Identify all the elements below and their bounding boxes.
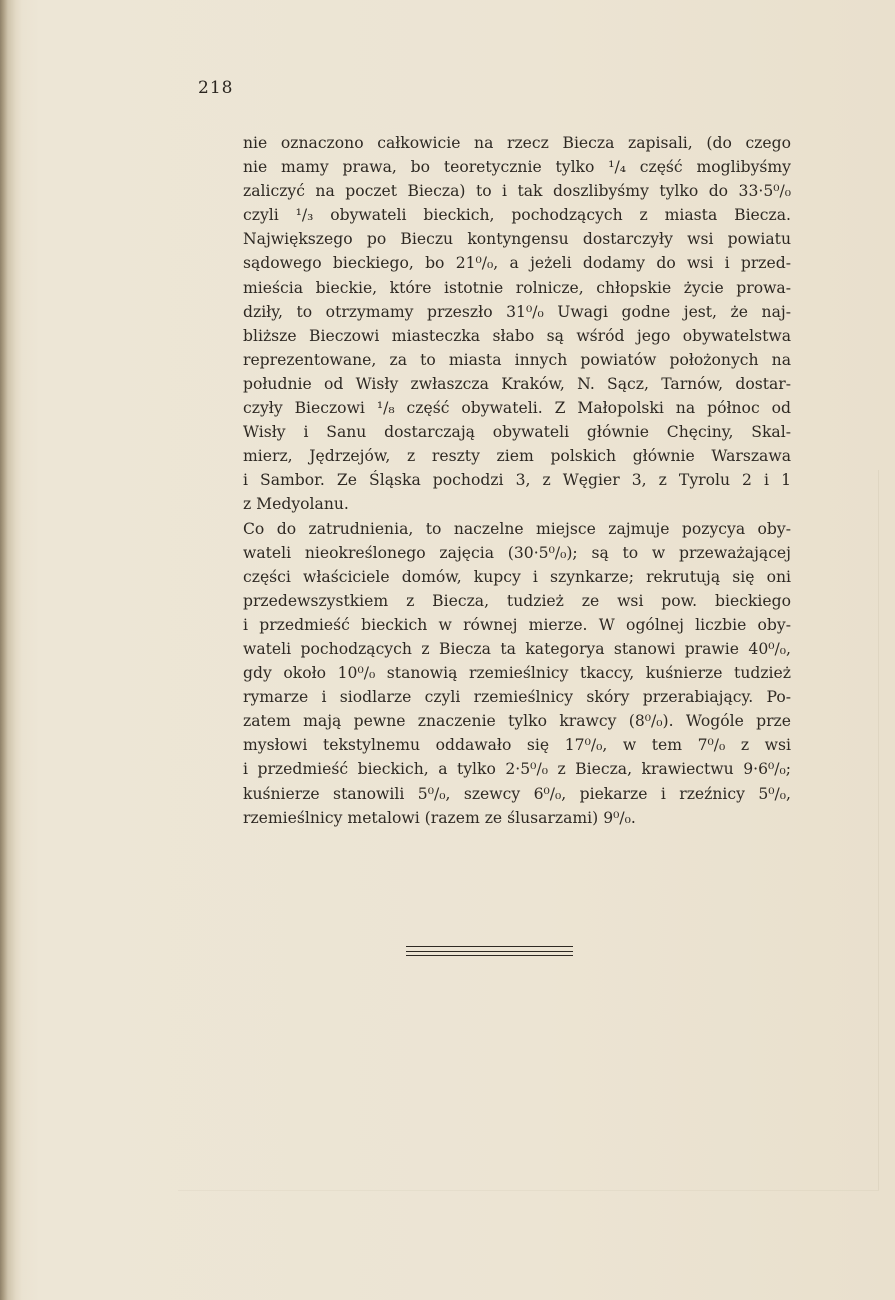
text-line: czyli ¹/₃ obywateli bieckich, pochodzących z miasta Biecza. <box>243 206 791 225</box>
text-line: Wisły i Sanu dostarczają obywateli głównie Chęciny, Skal- <box>243 423 791 442</box>
text-line: gdy około 10⁰/₀ stanowią rzemieślnicy tkaccy, kuśnierze tudzież <box>243 664 791 683</box>
text-line: zatem mają pewne znaczenie tylko krawcy (8⁰/₀). Wogóle prze <box>243 712 791 731</box>
text-line: rymarze i siodlarze czyli rzemieślnicy skóry przerabiający. Po- <box>243 688 791 707</box>
text-line: wateli nieokreślonego zajęcia (30·5⁰/₀); są to w przeważającej <box>243 543 791 562</box>
text-line: rzemieślnicy metalowi (razem ze ślusarzami) 9⁰/₀. <box>243 808 636 827</box>
text-line: nie mamy prawa, bo teoretycznie tylko ¹/₄ część moglibyśmy <box>243 158 791 177</box>
paragraph-occupations <box>243 517 791 830</box>
text-line: bliższe Bieczowi miasteczka słabo są wśród jego obywatelstwa <box>243 326 791 345</box>
text-line: południe od Wisły zwłaszcza Kraków, N. Sącz, Tarnów, dostar- <box>243 374 791 393</box>
text-line: części właściciele domów, kupcy i szynkarze; rekrutują się oni <box>243 567 791 586</box>
rule-line <box>406 951 573 952</box>
rule-line <box>406 955 573 956</box>
section-end-rule <box>406 946 573 958</box>
text-line: czyły Bieczowi ¹/₈ część obywateli. Z Małopolski na północ od <box>243 399 791 418</box>
text-line: przedewszystkiem z Biecza, tudzież ze wsi pow. bieckiego <box>243 591 791 610</box>
text-line: reprezentowane, za to miasta innych powiatów położonych na <box>243 350 791 369</box>
text-line: kuśnierze stanowili 5⁰/₀, szewcy 6⁰/₀, piekarze i rzeźnicy 5⁰/₀, <box>243 784 791 803</box>
text-line: Co do zatrudnienia, to naczelne miejsce zajmuje pozycya oby- <box>243 519 791 538</box>
page-number: 218 <box>198 78 234 98</box>
text-line: nie oznaczono całkowicie na rzecz Biecza zapisali, (do czego <box>243 134 791 152</box>
text-line: i Sambor. Ze Śląska pochodzi 3, z Węgier 3, z Tyrolu 2 i 1 <box>243 471 791 490</box>
text-line: sądowego bieckiego, bo 21⁰/₀, a jeżeli dodamy do wsi i przed- <box>243 254 791 273</box>
rule-line <box>406 946 573 947</box>
text-line: i przedmieść bieckich, a tylko 2·5⁰/₀ z Biecza, krawiectwu 9·6⁰/₀; <box>243 760 791 779</box>
text-line: zaliczyć na poczet Biecza) to i tak doszlibyśmy tylko do 33·5⁰/₀ <box>243 182 791 201</box>
text-line: mierz, Jędrzejów, z reszty ziem polskich głównie Warszawa <box>243 447 791 466</box>
text-line: mieścia bieckie, które istotnie rolnicze, chłopskie życie prowa- <box>243 278 791 297</box>
text-line: i przedmieść bieckich w równej mierze. W ogólnej liczbie oby- <box>243 615 791 634</box>
text-line: dziły, to otrzymamy przeszło 31⁰/₀ Uwagi godne jest, że naj- <box>243 302 791 321</box>
page-binding-edge <box>0 0 22 1300</box>
text-line: z Medyolanu. <box>243 495 349 514</box>
text-line: Największego po Bieczu kontyngensu dostarczyły wsi powiatu <box>243 230 791 249</box>
text-line: wateli pochodzących z Biecza ta kategorya stanowi prawie 40⁰/₀, <box>243 639 791 658</box>
text-line: mysłowi tekstylnemu oddawało się 17⁰/₀, w tem 7⁰/₀ z wsi <box>243 736 791 755</box>
paragraph-origin-of-citizens <box>243 131 791 517</box>
body-text <box>243 131 791 830</box>
